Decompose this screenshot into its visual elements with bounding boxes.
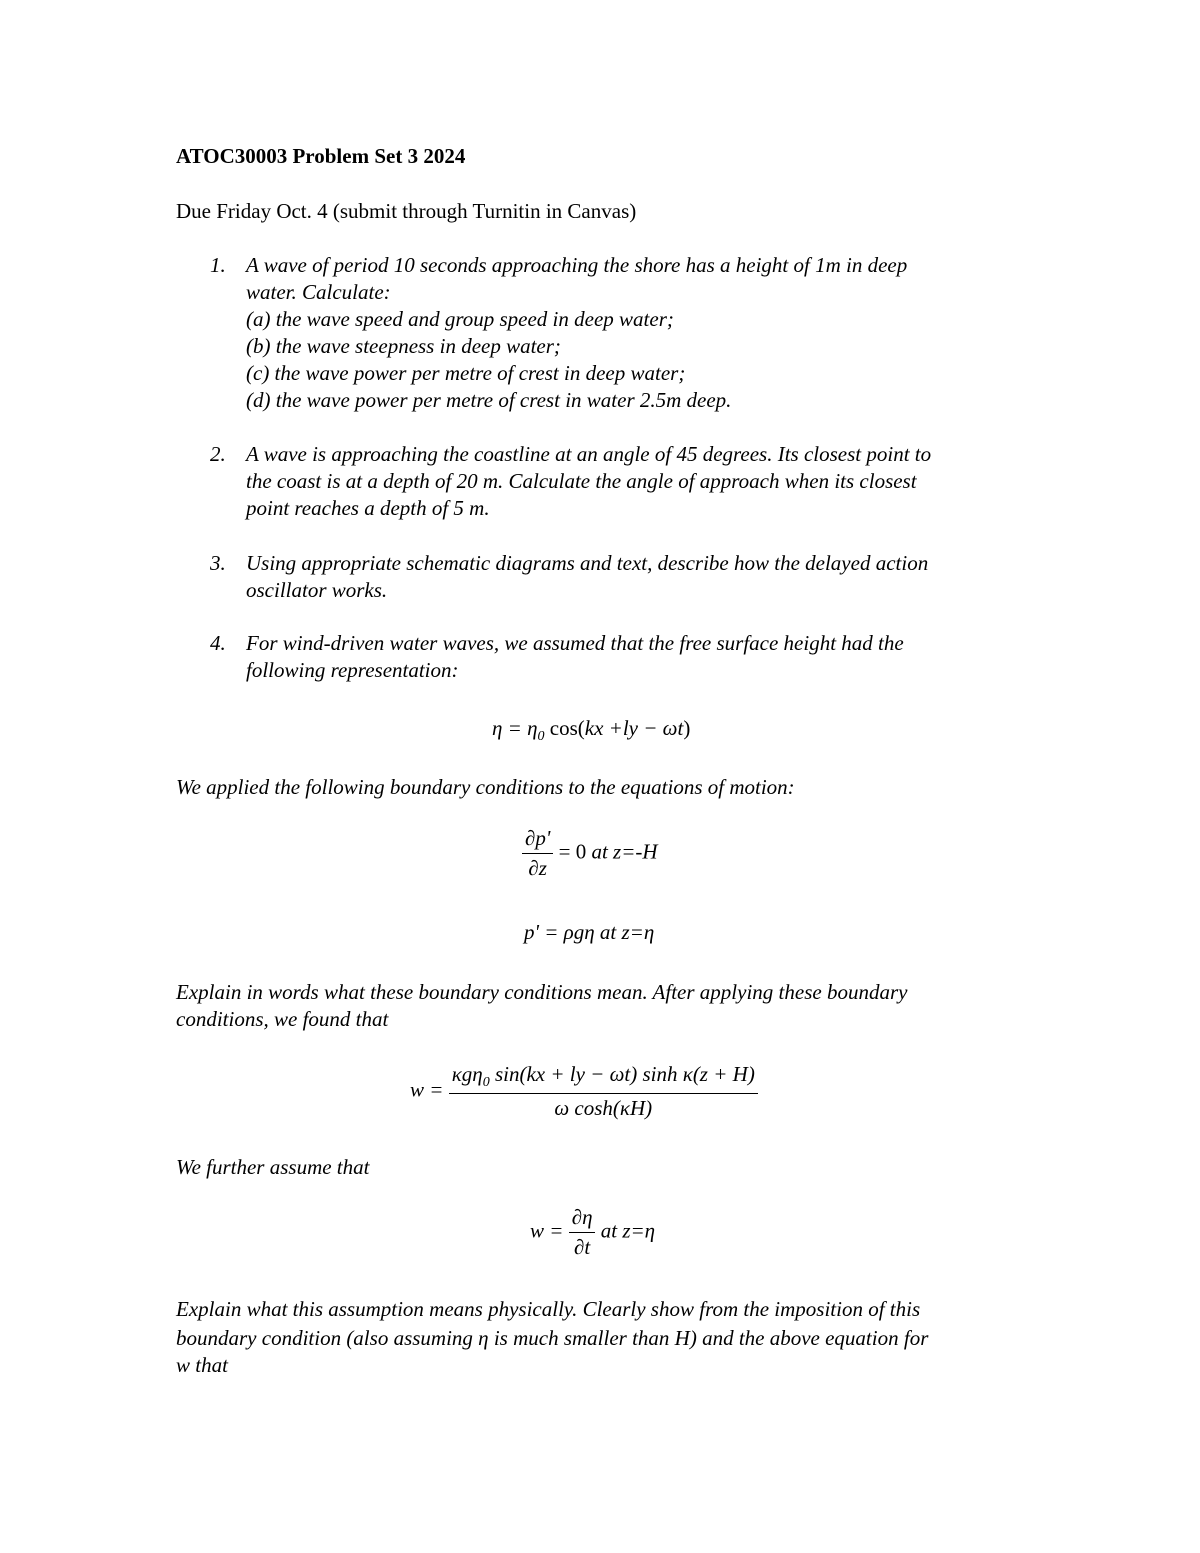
question-3-number: 3.	[210, 551, 226, 575]
question-3-line: oscillator works.	[246, 578, 388, 602]
question-2-line: the coast is at a depth of 20 m. Calculate the angle of approach when its closest	[246, 469, 917, 493]
question-4-number: 4.	[210, 631, 226, 655]
due-date: Due Friday Oct. 4 (submit through Turnitin in Canvas)	[176, 199, 637, 223]
paragraph-explain-line: conditions, we found that	[176, 1007, 389, 1031]
question-1a: (a) the wave speed and group speed in deep water;	[246, 307, 674, 331]
equation-bc-bottom: $\frac{\partial p'}{\partial z}$ = 0 at z=-H	[522, 826, 658, 881]
question-4-line: following representation:	[246, 658, 459, 682]
question-1-line: A wave of period 10 seconds approaching the shore has a height of 1m in deep	[246, 253, 908, 277]
question-2-number: 2.	[210, 442, 226, 466]
page-title: ATOC30003 Problem Set 3 2024	[176, 144, 466, 168]
paragraph-final-line: boundary condition (also assuming η is much smaller than H) and the above equation for	[176, 1326, 929, 1350]
question-2-line: A wave is approaching the coastline at an angle of 45 degrees. Its closest point to	[246, 442, 932, 466]
question-2-line: point reaches a depth of 5 m.	[246, 496, 490, 520]
paragraph-final-line: Explain what this assumption means physically. Clearly show from the imposition of this	[176, 1297, 921, 1321]
question-4-line: For wind-driven water waves, we assumed that the free surface height had the	[246, 631, 904, 655]
question-1-line: water. Calculate:	[246, 280, 391, 304]
question-1-number: 1.	[210, 253, 226, 277]
question-1b: (b) the wave steepness in deep water;	[246, 334, 561, 358]
question-1d: (d) the wave power per metre of crest in water 2.5m deep.	[246, 388, 732, 412]
question-3-line: Using appropriate schematic diagrams and text, describe how the delayed action	[246, 551, 929, 575]
paragraph-further: We further assume that	[176, 1155, 370, 1179]
paragraph-boundary-conditions: We applied the following boundary conditions to the equations of motion:	[176, 775, 795, 799]
question-1c: (c) the wave power per metre of crest in deep water;	[246, 361, 686, 385]
equation-vertical-velocity: w = $\frac{\kappa g\eta_0 \sin(kx + ly - \omega t) \sinh \kappa(z + H)}{\text{ω cosh(κH)}}$	[410, 1062, 758, 1121]
equation-bc-surface: p' = ρgη at z=η	[524, 920, 655, 944]
equation-kinematic: w = $\frac{\partial\eta}{\partial t}$ at z=η	[530, 1205, 656, 1259]
equation-eta: $\eta = \eta_0$ cos(kx +ly − ωt)	[492, 716, 691, 745]
paragraph-final-line: w that	[176, 1353, 228, 1377]
paragraph-explain-line: Explain in words what these boundary conditions mean. After applying these boundary	[176, 980, 908, 1004]
